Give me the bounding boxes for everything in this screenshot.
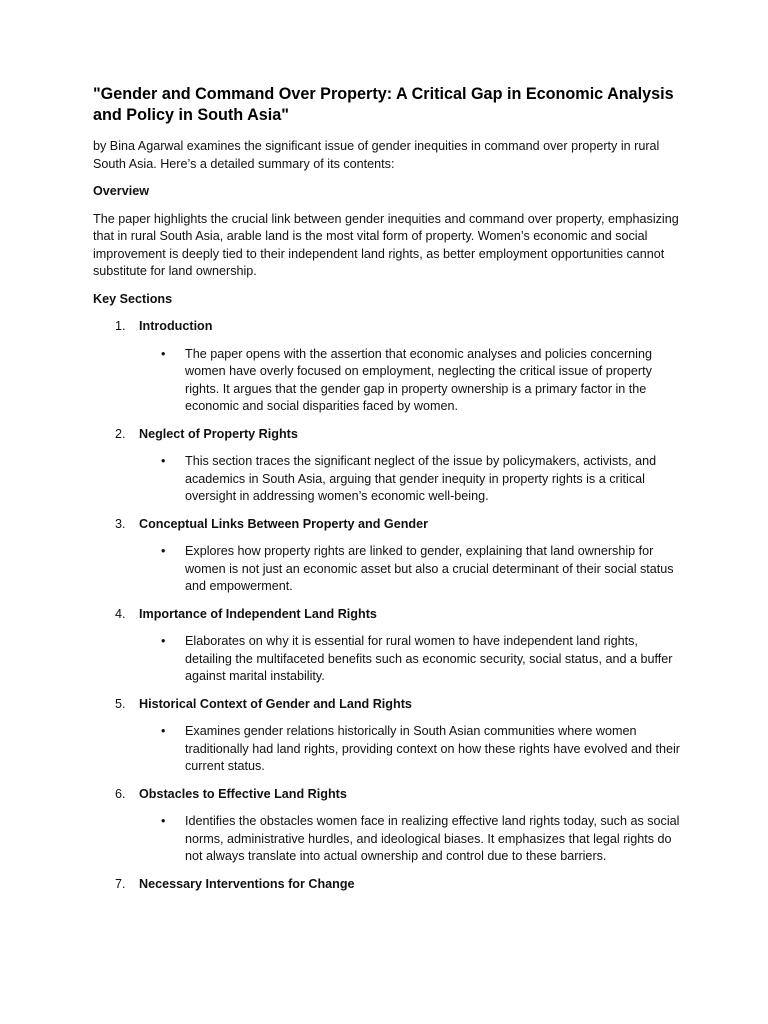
- section-title: Necessary Interventions for Change: [139, 876, 355, 891]
- section-bullet: [139, 723, 683, 776]
- section-bullet: [139, 346, 683, 416]
- section-number: 3.: [115, 516, 126, 531]
- section-bullet-text: Explores how property rights are linked to gender, explaining that land ownership for women is not just an economic asset but also a crucial determinant of their social status and empowerment.: [185, 544, 674, 593]
- section-item: [93, 606, 683, 686]
- section-number: 6.: [115, 786, 126, 801]
- bullet-icon: •: [161, 544, 166, 558]
- section-title: Introduction: [139, 319, 213, 333]
- section-number: 2.: [115, 426, 126, 441]
- section-title: Conceptual Links Between Property and Gender: [139, 516, 429, 531]
- section-bullet-text: Elaborates on why it is essential for rural women to have independent land rights, detailing the multifaceted benefits such as economic security, social status, and a buffer against marital instability.: [185, 634, 673, 683]
- overview-paragraph: The paper highlights the crucial link between gender inequities and command over property, emphasizing that in rural South Asia, arable land is the most vital form of property. Women’s economic and social improvement is deeply tied to their independent land rights, as better employment opportunities cannot substitute for land ownership.: [93, 211, 679, 278]
- section-bullet-text: Examines gender relations historically in South Asian communities where women traditionally had land rights, providing context on how these rights have evolved and their current status.: [185, 724, 680, 773]
- section-item: [93, 516, 683, 596]
- section-bullet: [139, 633, 683, 686]
- section-bullet: [139, 813, 683, 866]
- bullet-icon: •: [161, 454, 166, 468]
- section-number: 1.: [115, 319, 126, 333]
- document-page: [93, 84, 683, 903]
- section-item: [93, 426, 683, 506]
- section-item: [93, 786, 683, 866]
- section-bullet: [139, 543, 683, 596]
- section-bullet: [139, 453, 683, 506]
- key-sections-heading: Key Sections: [93, 291, 173, 306]
- intro-paragraph: by Bina Agarwal examines the significant issue of gender inequities in command over property in rural South Asia. Here’s a detailed summary of its contents:: [93, 139, 660, 171]
- section-number: 7.: [115, 876, 126, 891]
- section-title: Historical Context of Gender and Land Rights: [139, 696, 412, 711]
- section-number: 4.: [115, 606, 126, 621]
- section-title: Neglect of Property Rights: [139, 426, 298, 441]
- section-bullet-text: Identifies the obstacles women face in realizing effective land rights today, such as social norms, administrative hurdles, and ideological biases. It emphasizes that legal rights do not always translate into actual ownership and control due to these barriers.: [185, 814, 680, 863]
- section-number: 5.: [115, 696, 126, 711]
- section-item: [93, 696, 683, 776]
- sections-list: [93, 318, 683, 893]
- section-bullet-text: The paper opens with the assertion that economic analyses and policies concerning women have overly focused on employment, neglecting the critical issue of property rights. It argues that the gender gap in property ownership is a primary factor in the economic and social disparities faced by women.: [185, 346, 652, 413]
- section-title: Importance of Independent Land Rights: [139, 606, 377, 621]
- section-bullet-text: This section traces the significant neglect of the issue by policymakers, activists, and academics in South Asia, arguing that gender inequity in property rights is a critical oversight in addressing women’s economic well-being.: [185, 454, 657, 503]
- overview-heading: Overview: [93, 184, 150, 198]
- bullet-icon: •: [161, 346, 166, 361]
- bullet-icon: •: [161, 814, 166, 828]
- document-title: "Gender and Command Over Property: A Critical Gap in Economic Analysis and Policy in South Asia": [93, 85, 674, 124]
- section-title: Obstacles to Effective Land Rights: [139, 786, 347, 801]
- section-item: [93, 876, 683, 894]
- bullet-icon: •: [161, 724, 166, 738]
- bullet-icon: •: [161, 634, 166, 648]
- section-item: [93, 318, 683, 416]
